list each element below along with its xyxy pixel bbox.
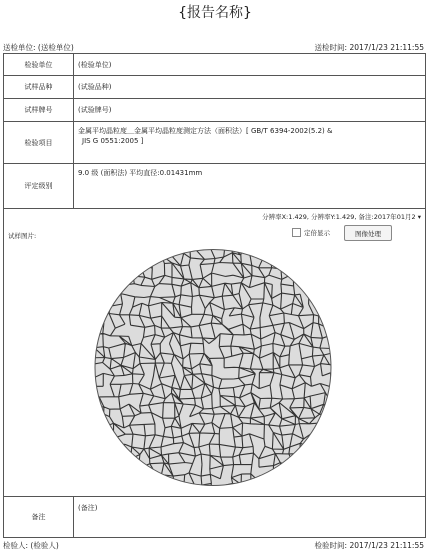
- grain-micrograph: [92, 246, 334, 489]
- row-label: 检验项目: [4, 122, 74, 163]
- row-inspect-item: [4, 122, 425, 164]
- inspect-time-value: 2017/1/23 21:11:55: [349, 541, 424, 550]
- row-value-line2: JIS G 0551:2005 ]: [82, 137, 144, 145]
- submit-unit-label: 送检单位:: [3, 43, 36, 52]
- inspect-time-label: 检验时间:: [314, 541, 348, 550]
- fixed-display-checkbox[interactable]: [292, 228, 330, 237]
- inspector: [3, 540, 59, 551]
- fixed-display-label: 定倍显示: [304, 229, 330, 237]
- row-label: 检验单位: [4, 54, 74, 75]
- row-label: 备注: [4, 497, 74, 537]
- report-title: {报告名称}: [178, 5, 252, 21]
- inspect-time: [315, 540, 424, 551]
- inspector-value: (检验人): [30, 541, 59, 550]
- submit-time-label: 送检时间:: [314, 43, 348, 52]
- row-label: 评定级别: [4, 164, 74, 208]
- row-value: (备注): [78, 504, 98, 512]
- resolution-dropdown[interactable]: [262, 212, 421, 221]
- row-sample-image: [4, 209, 425, 497]
- row-sample-grade: [4, 99, 425, 122]
- submit-time-value: 2017/1/23 21:11:55: [349, 43, 424, 52]
- checkbox-box[interactable]: [292, 228, 301, 237]
- row-value: (试验品种): [78, 83, 112, 91]
- row-label: 试样品种: [4, 76, 74, 98]
- submit-unit-value: (送检单位): [37, 43, 74, 52]
- chevron-down-icon: ▾: [417, 213, 421, 221]
- row-value: (检验单位): [78, 61, 112, 69]
- image-label: 试样图片:: [8, 232, 37, 240]
- submit-time: [315, 42, 424, 53]
- row-value-line1: 金属平均晶粒度＿金属平均晶粒度测定方法（面积法）[ GB/T 6394-2002(5.2) &: [78, 127, 333, 135]
- resolution-text: 分辨率X:1.429, 分辨率Y:1.429, 备注:2017年01月2: [262, 213, 416, 221]
- row-sample-type: [4, 76, 425, 99]
- submit-unit: [3, 42, 74, 53]
- row-remarks: [4, 497, 425, 537]
- row-grade: [4, 164, 425, 209]
- report-table: [3, 53, 426, 538]
- row-label: 试样牌号: [4, 99, 74, 121]
- inspector-label: 检验人:: [3, 541, 29, 550]
- row-value: (试验牌号): [78, 106, 112, 114]
- row-value: 9.0 级 (面积法) 平均直径:0.01431mm: [78, 169, 203, 177]
- row-inspect-unit: [4, 54, 425, 76]
- image-process-button[interactable]: 图像处理: [344, 225, 392, 241]
